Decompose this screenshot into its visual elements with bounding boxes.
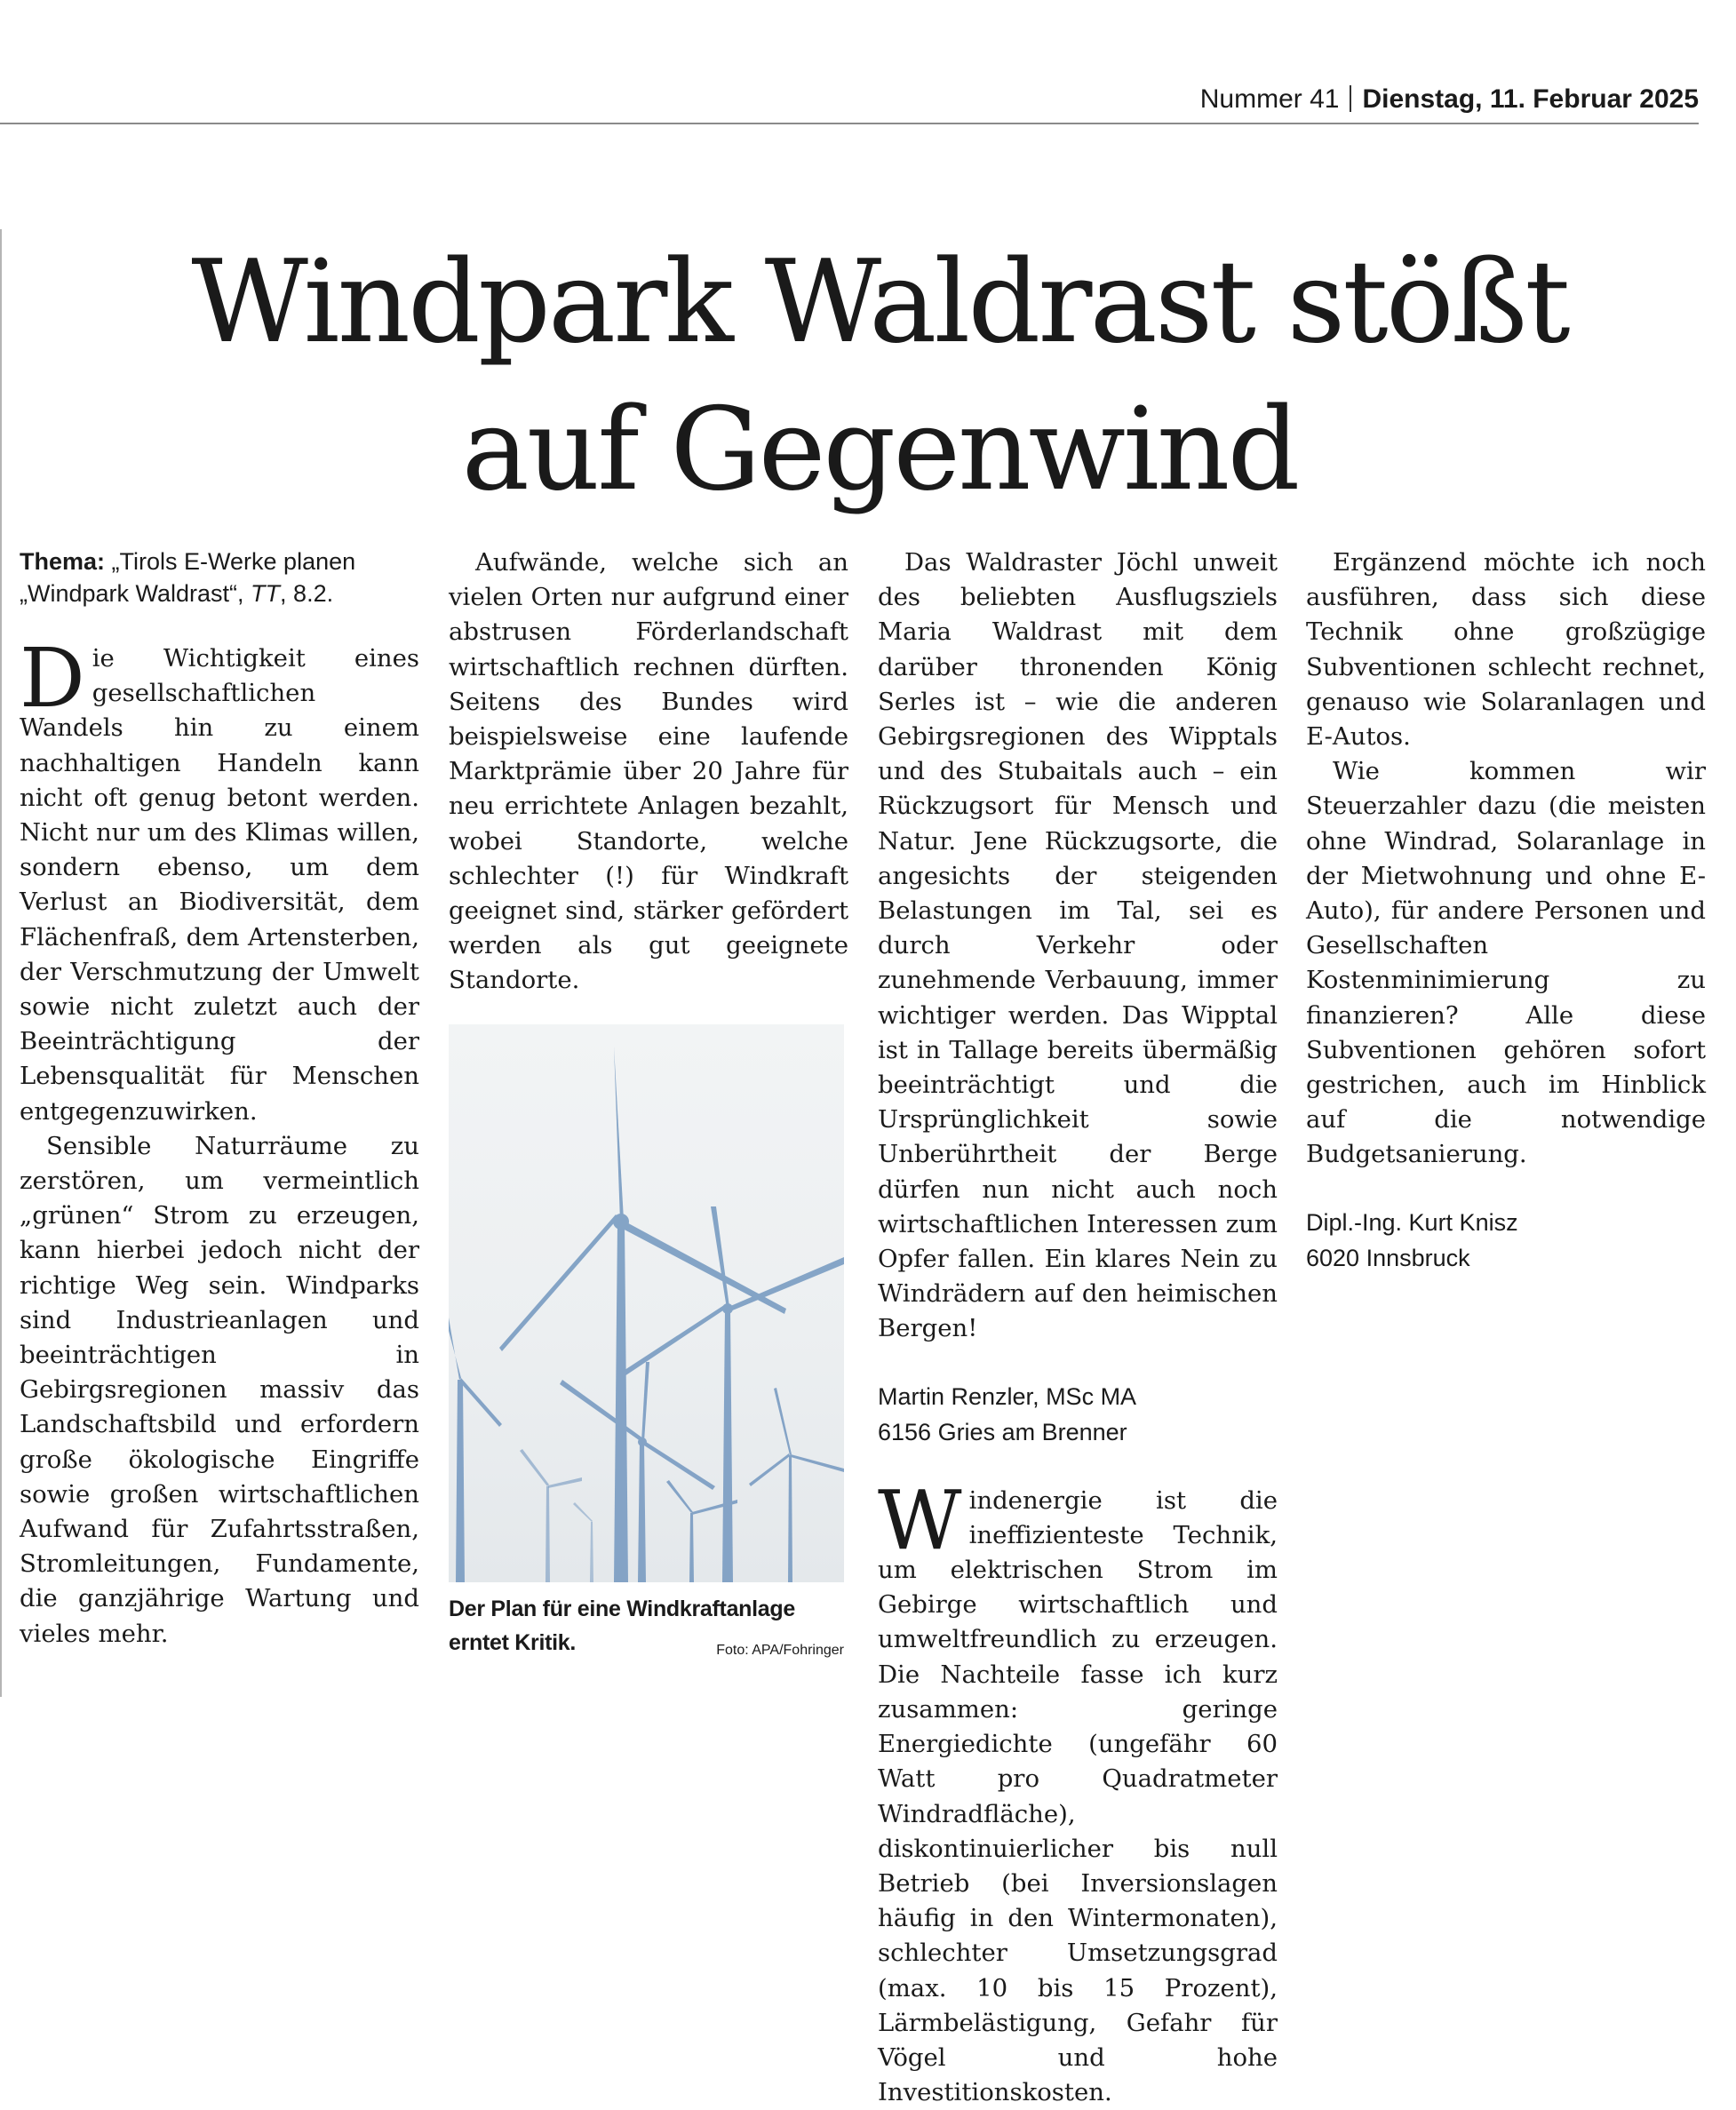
photo-credit: Foto: APA/Fohringer bbox=[716, 1643, 844, 1658]
topic-source-date: , 8.2. bbox=[280, 580, 334, 607]
letter2-paragraph-2: Ergänzend möchte ich noch ausführen, dass sich diese Technik ohne großzügige Subventionen schlecht rechnet, genauso wie Solaranlagen und E-Autos. bbox=[1306, 548, 1706, 752]
wind-turbines-icon bbox=[449, 1024, 844, 1582]
topic-label: Thema: bbox=[20, 548, 106, 575]
letter1-paragraph-2: Sensible Naturräume zu zerstören, um vermeintlich „grünen“ Strom zu erzeugen, kann hierbei jedoch nicht der richtige Weg sein. Windparks sind Industrieanlagen und beeinträchtigen in Gebirgsregionen massiv das Landschaftsbild und erfordern große ökologische Eingriffe sowie großen wirtschaftlichen Aufwand für Zufahrtsstraßen, Stromleitungen, Fundamente, die ganzjährige Wartung und vieles mehr. bbox=[20, 1131, 419, 1648]
column-1 bbox=[20, 545, 419, 1652]
column-rule bbox=[0, 229, 2, 1697]
letter1-paragraph-1-text: ie Wichtigkeit eines gesellschaftlichen Wandels hin zu einem nachhaltigen Handeln kann nicht oft genug betont werden. Nicht nur um des Klimas willen, sondern ebenso, um dem Verlust an Biodiversität, dem Flächenfraß, dem Artensterben, der Verschmutzung der Umwelt sowie nicht zuletzt auch der Beeinträchtigung der Lebensqualität für Menschen entgegenzuwirken. bbox=[20, 644, 419, 1126]
topic-line bbox=[20, 545, 419, 609]
drop-cap: W bbox=[878, 1472, 962, 1568]
letter1-paragraph-3: Aufwände, welche sich an vielen Orten nur aufgrund einer abstrusen Förderlandschaft wirtschaftlich rechnen dürften. Seitens des Bundes wird beispielsweise eine laufende Marktprämie über 20 Jahre für neu errichtete Anlagen bezahlt, wobei Standorte, welche schlechter (!) für Windkraft geeignet sind, stärker gefördert werden als gut geeignete Standorte. bbox=[449, 548, 848, 995]
letter2-paragraph-1-text: indenergie ist die ineffizienteste Technik, um elektrischen Strom im Gebirge wirtschaftlich und umweltfreundlich zu erzeugen. Die Nachteile fasse ich kurz zusammen: geringe Energiedichte (ungefähr 60 Watt pro Quadratmeter Windradfläche), diskontinuierlicher bis null Betrieb (bei Inversionslagen häufig in den Wintermonaten), schlechter Umsetzungsgrad (max. 10 bis 15 Prozent), Lärmbelästigung, Gefahr für Vögel und hohe Investitionskosten. bbox=[878, 1485, 1278, 2107]
letter1-place: 6156 Gries am Brenner bbox=[878, 1418, 1127, 1445]
letter2-place: 6020 Innsbruck bbox=[1306, 1244, 1470, 1271]
photo-caption: Der Plan für eine Windkraftanlage erntet Kritik. bbox=[449, 1596, 795, 1655]
masthead bbox=[0, 0, 1736, 124]
letter2-author: Dipl.-Ing. Kurt Knisz bbox=[1306, 1208, 1518, 1236]
topic-text: „Tirols E-Werke planen „Windpark Waldrast“, bbox=[20, 548, 356, 607]
divider bbox=[1350, 85, 1351, 112]
issue-number: Nummer 41 bbox=[1199, 84, 1340, 114]
letter1-paragraph-1 bbox=[20, 631, 419, 1129]
column-4 bbox=[1306, 545, 1706, 1276]
letter1-paragraph-4: Das Waldraster Jöchl unweit des beliebten Ausflugsziels Maria Waldrast mit dem darüber thronenden König Serles ist – wie die anderen Gebirgsregionen des Wipptals und des Stubaitals auch – ein Rückzugsort für Mensch und Natur. Jene Rückzugsorte, die angesichts der steigenden Belastungen im Tal, sei es durch Verkehr oder zunehmende Verbauung, immer wichtiger werden. Das Wipptal ist in Tallage bereits übermäßig beeinträchtigt und die Ursprünglichkeit sowie Unberührtheit der Berge dürfen nun nicht auch noch wirtschaftlichen Interessen zum Opfer fallen. Ein klares Nein zu Windrädern auf den heimischen Bergen! bbox=[878, 548, 1278, 1343]
letter1-author: Martin Renzler, MSc MA bbox=[878, 1382, 1137, 1410]
wind-turbines-photo bbox=[449, 1024, 844, 1582]
headline bbox=[36, 229, 1724, 524]
column-2 bbox=[449, 545, 848, 999]
issue-info bbox=[1200, 84, 1699, 115]
headline-line-2: auf Gegenwind bbox=[461, 384, 1298, 516]
letter1-signature bbox=[878, 1379, 1278, 1450]
issue-date: Dienstag, 11. Februar 2025 bbox=[1362, 84, 1699, 114]
letter2-paragraph-1 bbox=[878, 1472, 1278, 2110]
headline-line-1: Windpark Waldrast stößt bbox=[191, 236, 1568, 369]
topic-source: TT bbox=[251, 580, 281, 607]
letter2-signature bbox=[1306, 1205, 1706, 1276]
letter2-paragraph-3: Wie kommen wir Steuerzahler dazu (die meisten ohne Windrad, Solaranlage in der Mietwohnung und ohne E-Auto), für andere Personen und Gesellschaften Kostenminimierung zu finanzieren? Alle diese Subventionen gehören sofort gestrichen, auch im Hinblick auf die notwendige Budgetsanierung. bbox=[1306, 757, 1706, 1169]
column-3 bbox=[878, 545, 1278, 2110]
drop-cap: D bbox=[20, 631, 85, 726]
header-rule bbox=[0, 123, 1699, 124]
